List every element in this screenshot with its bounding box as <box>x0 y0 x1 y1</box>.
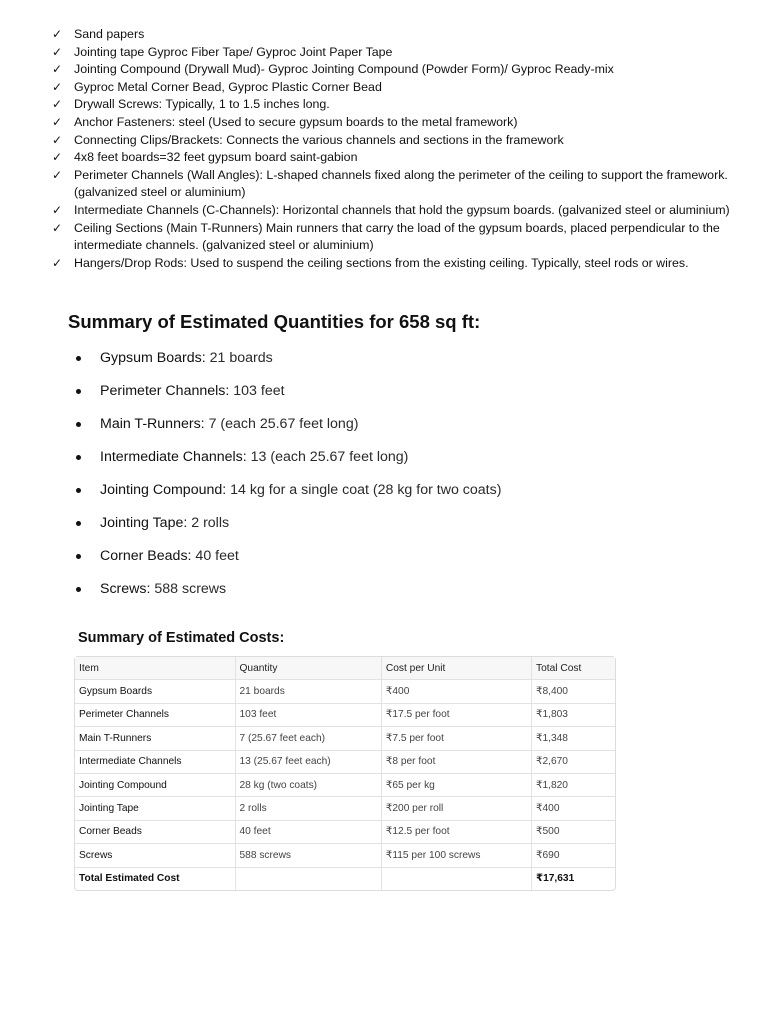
cell-item: Perimeter Channels <box>75 704 236 727</box>
cell-cost-per-unit: ₹115 per 100 screws <box>382 844 532 867</box>
cell-quantity: 103 feet <box>236 704 382 727</box>
checklist-item <box>52 167 742 202</box>
quantity-item <box>76 447 501 480</box>
cell-item: Corner Beads <box>75 821 236 844</box>
cell-item: Gypsum Boards <box>75 680 236 703</box>
check-mark-icon: ✓ <box>52 79 63 94</box>
cell-cost-per-unit: ₹65 per kg <box>382 774 532 797</box>
table-row <box>75 844 615 867</box>
cell-empty <box>236 868 382 890</box>
table-header-row <box>75 657 615 680</box>
quantity-label: Corner Beads: <box>100 548 192 564</box>
checklist-item-text: Jointing Compound (Drywall Mud)- Gyproc Jointing Compound (Powder Form)/ Gyproc Ready-mix <box>74 62 614 77</box>
costs-heading: Summary of Estimated Costs: <box>78 630 285 646</box>
check-mark-icon: ✓ <box>52 255 63 270</box>
checklist-item-text: Gyproc Metal Corner Bead, Gyproc Plastic Corner Bead <box>74 79 382 94</box>
table-row <box>75 727 615 750</box>
bullet-icon <box>76 521 81 526</box>
table-total-row <box>75 868 615 890</box>
table-row <box>75 797 615 820</box>
cell-quantity: 13 (25.67 feet each) <box>236 751 382 774</box>
check-mark-icon: ✓ <box>52 132 63 147</box>
cell-total-cost: ₹8,400 <box>532 680 615 703</box>
checklist-item-text: Hangers/Drop Rods: Used to suspend the ceiling sections from the existing ceiling. Typically, steel rods or wires. <box>74 255 689 270</box>
column-header-item: Item <box>75 657 236 680</box>
cell-item: Screws <box>75 844 236 867</box>
cell-item: Jointing Compound <box>75 774 236 797</box>
cell-total-cost: ₹1,803 <box>532 704 615 727</box>
quantity-label: Intermediate Channels: <box>100 449 247 465</box>
bullet-icon <box>76 488 81 493</box>
bullet-icon <box>76 455 81 460</box>
quantity-label: Perimeter Channels: <box>100 383 230 399</box>
checklist-item <box>52 114 742 132</box>
bullet-icon <box>76 587 81 592</box>
checklist-item-text: Ceiling Sections (Main T-Runners) Main runners that carry the load of the gypsum boards, placed perpendicular to the intermediate channels. (galvanized steel or aluminium) <box>74 220 720 253</box>
checklist-item-text: Jointing tape Gyproc Fiber Tape/ Gyproc Joint Paper Tape <box>74 44 393 59</box>
checklist-item <box>52 26 742 44</box>
checklist-item <box>52 220 742 255</box>
quantity-item <box>76 546 501 579</box>
costs-table <box>74 656 616 891</box>
cell-quantity: 28 kg (two coats) <box>236 774 382 797</box>
cell-item: Jointing Tape <box>75 797 236 820</box>
quantity-value: 40 feet <box>191 548 239 564</box>
table-row <box>75 751 615 774</box>
cell-quantity: 7 (25.67 feet each) <box>236 727 382 750</box>
cell-cost-per-unit: ₹400 <box>382 680 532 703</box>
column-header-cost-per-unit: Cost per Unit <box>382 657 532 680</box>
cell-total-label: Total Estimated Cost <box>75 868 236 890</box>
quantity-value: 13 (each 25.67 feet long) <box>246 449 409 465</box>
table-row <box>75 704 615 727</box>
cell-grand-total: ₹17,631 <box>536 873 575 885</box>
check-mark-icon: ✓ <box>52 220 63 235</box>
cell-total-cost: ₹690 <box>532 844 615 867</box>
quantity-label: Screws: <box>100 581 151 597</box>
checklist-item-text: Intermediate Channels (C-Channels): Horizontal channels that hold the gypsum boards. (galvanized steel or aluminium) <box>74 202 730 217</box>
checklist-item-text: Anchor Fasteners: steel (Used to secure gypsum boards to the metal framework) <box>74 114 518 129</box>
check-mark-icon: ✓ <box>52 167 63 182</box>
checklist-item <box>52 96 742 114</box>
cell-cost-per-unit: ₹7.5 per foot <box>382 727 532 750</box>
quantity-label: Main T-Runners: <box>100 416 205 432</box>
cell-empty <box>382 868 532 890</box>
cell-cost-per-unit: ₹8 per foot <box>382 751 532 774</box>
check-mark-icon: ✓ <box>52 44 63 59</box>
column-header-total-cost: Total Cost <box>532 657 615 680</box>
quantity-value: 7 (each 25.67 feet long) <box>204 416 359 432</box>
checklist-item-text: Drywall Screws: Typically, 1 to 1.5 inches long. <box>74 97 330 112</box>
cell-quantity: 40 feet <box>236 821 382 844</box>
column-header-quantity: Quantity <box>236 657 382 680</box>
check-mark-icon: ✓ <box>52 202 63 217</box>
quantity-item <box>76 414 501 447</box>
check-mark-icon: ✓ <box>52 114 63 129</box>
check-mark-icon: ✓ <box>52 97 63 112</box>
checklist-item-text: Sand papers <box>74 27 145 41</box>
bullet-icon <box>76 356 81 361</box>
quantity-value: 588 screws <box>150 581 227 597</box>
quantity-value: 103 feet <box>229 383 285 399</box>
cell-quantity: 2 rolls <box>236 797 382 820</box>
check-mark-icon: ✓ <box>52 150 63 165</box>
checklist-item-text: 4x8 feet boards=32 feet gypsum board saint-gabion <box>74 150 358 165</box>
cell-total-cost: ₹2,670 <box>532 751 615 774</box>
quantity-item <box>76 579 501 612</box>
quantity-label: Jointing Compound: <box>100 482 227 498</box>
materials-checklist <box>52 26 742 272</box>
cell-total-cost: ₹1,348 <box>532 727 615 750</box>
check-mark-icon: ✓ <box>52 27 63 41</box>
cell-quantity: 588 screws <box>236 844 382 867</box>
quantity-value: 21 boards <box>205 350 273 366</box>
cell-cost-per-unit: ₹200 per roll <box>382 797 532 820</box>
table-row <box>75 680 615 703</box>
quantity-label: Jointing Tape: <box>100 515 188 531</box>
checklist-item <box>52 44 742 62</box>
bullet-icon <box>76 389 81 394</box>
checklist-item <box>52 79 742 97</box>
checklist-item-text: Perimeter Channels (Wall Angles): L-shaped channels fixed along the perimeter of the ceiling to support the framework. (galvanized steel or aluminium) <box>74 167 728 200</box>
quantity-item <box>76 513 501 546</box>
checklist-item <box>52 149 742 167</box>
quantities-list <box>76 348 501 612</box>
table-row <box>75 774 615 797</box>
cell-cost-per-unit: ₹12.5 per foot <box>382 821 532 844</box>
quantity-value: 14 kg for a single coat (28 kg for two coats) <box>226 482 502 498</box>
quantity-label: Gypsum Boards: <box>100 350 206 366</box>
table-row <box>75 821 615 844</box>
check-mark-icon: ✓ <box>52 62 63 77</box>
cell-total-cost: ₹1,820 <box>532 774 615 797</box>
quantities-heading: Summary of Estimated Quantities for 658 sq ft: <box>68 311 481 332</box>
bullet-icon <box>76 554 81 559</box>
cell-cost-per-unit: ₹17.5 per foot <box>382 704 532 727</box>
quantity-item <box>76 480 501 513</box>
checklist-item-text: Connecting Clips/Brackets: Connects the various channels and sections in the framework <box>74 132 564 147</box>
checklist-item <box>52 61 742 79</box>
checklist-item <box>52 255 742 273</box>
cell-total-cost: ₹500 <box>532 821 615 844</box>
cell-total-cost: ₹400 <box>532 797 615 820</box>
quantity-value: 2 rolls <box>187 515 230 531</box>
cell-item: Intermediate Channels <box>75 751 236 774</box>
cell-quantity: 21 boards <box>236 680 382 703</box>
bullet-icon <box>76 422 81 427</box>
checklist-item <box>52 132 742 150</box>
cell-item: Main T-Runners <box>75 727 236 750</box>
quantity-item <box>76 381 501 414</box>
checklist-item <box>52 202 742 220</box>
quantity-item <box>76 348 501 381</box>
